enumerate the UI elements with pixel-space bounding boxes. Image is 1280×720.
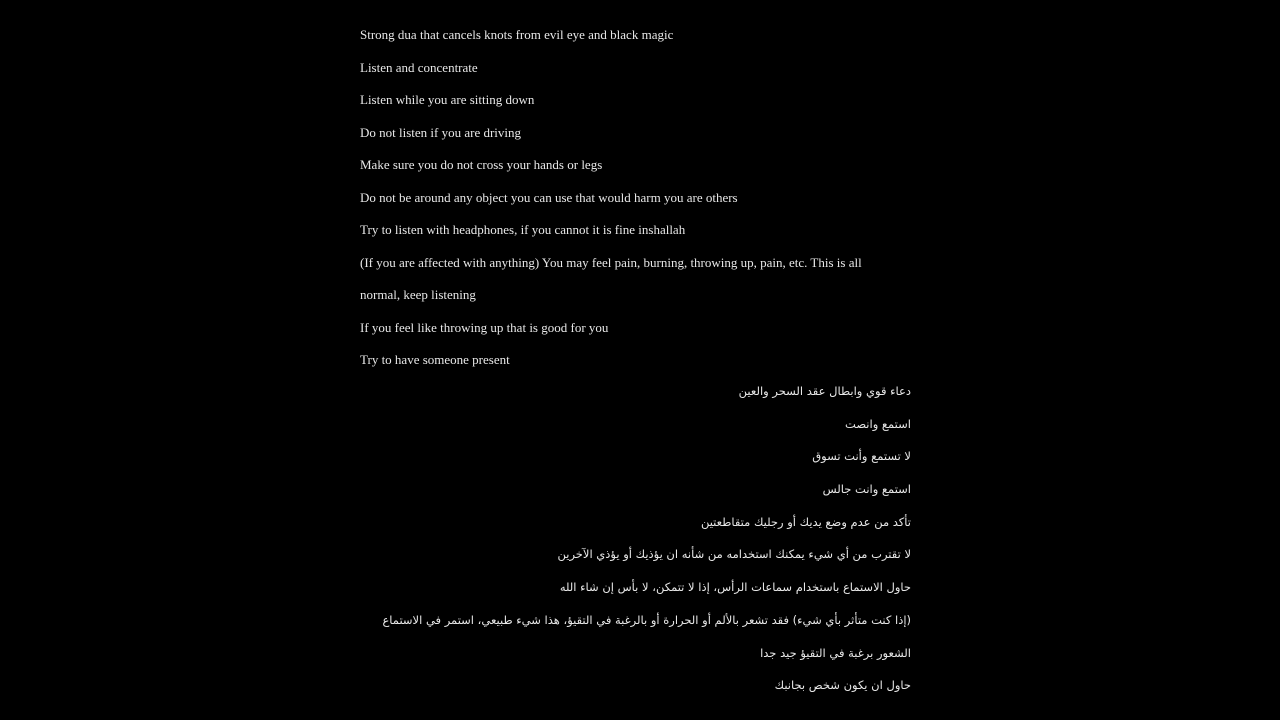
- instruction-line-en: Listen while you are sitting down: [360, 92, 535, 107]
- arabic-instructions: [360, 380, 911, 707]
- instruction-line-en: Do not be around any object you can use that would harm you are others: [360, 189, 738, 205]
- english-instructions: [360, 24, 920, 382]
- instruction-line-ar: حاول الاستماع باستخدام سماعات الرأس، إذا لا تتمكن، لا بأس إن شاء الله: [559, 580, 911, 595]
- instruction-line-en: Do not listen if you are driving: [360, 124, 522, 140]
- instruction-title-en: Strong dua that cancels knots from evil eye and black magic: [360, 27, 674, 42]
- instruction-line-ar: تأكد من عدم وضع يديك أو رجليك متقاطعتين: [700, 514, 911, 529]
- instruction-line-ar: حاول ان يكون شخص بجانبك: [774, 678, 911, 693]
- instruction-line-en: Try to have someone present: [360, 352, 510, 367]
- instruction-title-ar: دعاء قوي وابطال عقد السحر والعين: [738, 384, 911, 398]
- instruction-line-en: If you feel like throwing up that is good for you: [360, 319, 609, 335]
- instruction-line-en: Listen and concentrate: [360, 59, 478, 75]
- instruction-line-ar: استمع وانصت: [845, 416, 911, 431]
- instruction-line-en: (If you are affected with anything) You may feel pain, burning, throwing up, pain, etc. This is all: [360, 254, 862, 270]
- instruction-line-ar: لا تستمع وأنت تسوق: [812, 449, 911, 464]
- instruction-line-ar: الشعور برغبة في التقيؤ جيد جدا: [760, 645, 911, 660]
- instruction-line-ar: لا تقترب من أي شيء يمكنك استخدامه من شأنه ان يؤذيك أو يؤذي الآخرين: [557, 547, 911, 562]
- instruction-line-en: Make sure you do not cross your hands or legs: [360, 157, 603, 172]
- instruction-line-ar: استمع وانت جالس: [822, 482, 911, 497]
- instruction-line-en: Try to listen with headphones, if you cannot it is fine inshallah: [360, 222, 686, 237]
- instruction-line-ar: (إذا كنت متأثر بأي شيء) فقد تشعر بالألم أو الحرارة أو بالرغبة في التقيؤ، هذا شيء طبيعي، استمر في الاستماع: [382, 612, 911, 627]
- instruction-line-en: normal, keep listening: [360, 287, 476, 302]
